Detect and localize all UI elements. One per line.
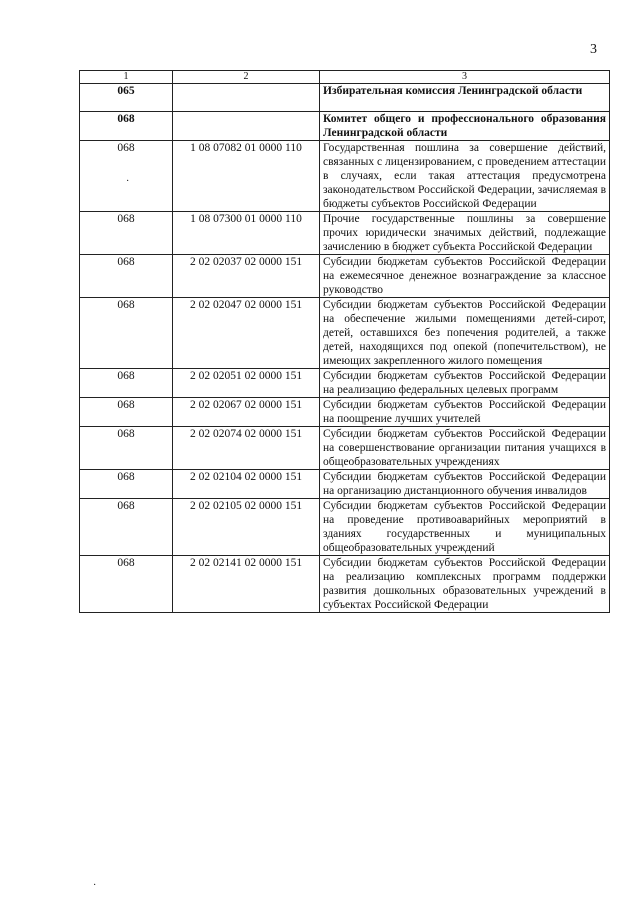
column-header-3: 3 — [320, 71, 610, 84]
table-row — [80, 84, 610, 112]
admin-code-cell: 068 — [80, 112, 173, 141]
column-header-1: 1 — [80, 71, 173, 84]
table-row — [80, 255, 610, 298]
budget-code-cell: 1 08 07082 01 0000 110 — [173, 141, 320, 212]
scan-speck: · — [126, 176, 130, 187]
scan-speck: · — [93, 880, 97, 891]
admin-code-cell: 068 — [80, 499, 173, 556]
revenue-name-cell: Субсидии бюджетам субъектов Российской Федерации на организацию дистанционного обучения инвалидов — [320, 470, 610, 499]
table-row — [80, 141, 610, 212]
budget-code-cell — [173, 112, 320, 141]
revenue-name-cell: Субсидии бюджетам субъектов Российской Федерации на реализацию федеральных целевых программ — [320, 369, 610, 398]
admin-code-cell: 068 — [80, 255, 173, 298]
admin-code-cell: 068 — [80, 369, 173, 398]
budget-code-cell: 2 02 02105 02 0000 151 — [173, 499, 320, 556]
budget-code-cell: 2 02 02104 02 0000 151 — [173, 470, 320, 499]
admin-code-cell: 068 — [80, 427, 173, 470]
budget-code-cell: 1 08 07300 01 0000 110 — [173, 212, 320, 255]
revenue-name-cell: Субсидии бюджетам субъектов Российской Федерации на совершенствование организации питания учащихся в общеобразовательных учреждениях — [320, 427, 610, 470]
admin-code-cell: 068 — [80, 298, 173, 369]
budget-code-cell: 2 02 02074 02 0000 151 — [173, 427, 320, 470]
admin-code-cell: 068 — [80, 470, 173, 499]
table-row — [80, 499, 610, 556]
revenue-name-cell: Субсидии бюджетам субъектов Российской Федерации на ежемесячное денежное вознаграждение за классное руководство — [320, 255, 610, 298]
revenue-name-cell: Субсидии бюджетам субъектов Российской Федерации на обеспечение жилыми помещениями детей-сирот, детей, оставшихся без попечения родителей, а также детей, находящихся под опекой (попечительством), не имеющих закрепленного жилого помещения — [320, 298, 610, 369]
revenue-name-cell: Избирательная комиссия Ленинградской области — [320, 84, 610, 112]
table-row — [80, 298, 610, 369]
revenue-name-cell: Государственная пошлина за совершение действий, связанных с лицензированием, с проведением аттестации в случаях, если такая аттестация предусмотрена законодательством Российской Федерации, зачисляемая в бюджеты субъектов Российской Федерации — [320, 141, 610, 212]
admin-code-cell: 068 — [80, 398, 173, 427]
table-row — [80, 398, 610, 427]
table-row — [80, 212, 610, 255]
table-body — [80, 84, 610, 613]
column-header-2: 2 — [173, 71, 320, 84]
revenue-name-cell: Субсидии бюджетам субъектов Российской Федерации на проведение противоаварийных мероприятий в зданиях государственных и муниципальных общеобразовательных учреждений — [320, 499, 610, 556]
admin-code-cell: 068 — [80, 141, 173, 212]
budget-code-cell: 2 02 02047 02 0000 151 — [173, 298, 320, 369]
budget-code-cell: 2 02 02051 02 0000 151 — [173, 369, 320, 398]
admin-code-cell: 068 — [80, 212, 173, 255]
revenue-name-cell: Субсидии бюджетам субъектов Российской Федерации на поощрение лучших учителей — [320, 398, 610, 427]
page-number: 3 — [590, 42, 597, 57]
revenue-name-cell: Субсидии бюджетам субъектов Российской Федерации на реализацию комплексных программ поддержки развития дошкольных образовательных учреждений в субъектах Российской Федерации — [320, 556, 610, 613]
revenue-name-cell: Прочие государственные пошлины за совершение прочих юридически значимых действий, подлежащие зачислению в бюджет субъекта Российской Федерации — [320, 212, 610, 255]
budget-code-cell: 2 02 02037 02 0000 151 — [173, 255, 320, 298]
table-row — [80, 427, 610, 470]
revenue-name-cell: Комитет общего и профессионального образования Ленинградской области — [320, 112, 610, 141]
budget-code-cell: 2 02 02067 02 0000 151 — [173, 398, 320, 427]
admin-code-cell: 068 — [80, 556, 173, 613]
table-row — [80, 112, 610, 141]
table-header-row — [80, 71, 610, 84]
budget-code-cell: 2 02 02141 02 0000 151 — [173, 556, 320, 613]
table-row — [80, 369, 610, 398]
table-row — [80, 470, 610, 499]
budget-code-cell — [173, 84, 320, 112]
admin-code-cell: 065 — [80, 84, 173, 112]
table-row — [80, 556, 610, 613]
budget-codes-table — [79, 70, 610, 613]
